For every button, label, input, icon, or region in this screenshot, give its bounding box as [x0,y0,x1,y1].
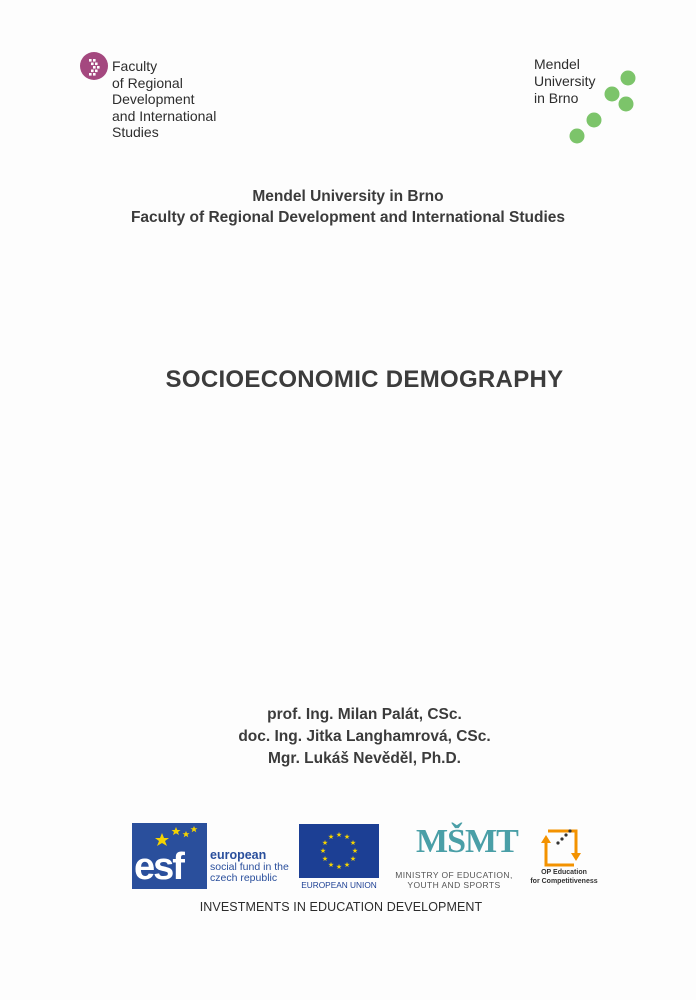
svg-text:★: ★ [335,863,343,871]
university-name: Mendel University in Brno [252,188,444,205]
op-education-logo [526,825,602,893]
svg-text:★: ★ [335,831,343,839]
eu-flag-icon [299,824,379,878]
op-education-text [526,869,602,886]
msmt-line: YOUTH AND SPORTS [407,880,501,890]
svg-text:★: ★ [321,839,329,847]
mendel-logo-line: University [534,73,596,89]
faculty-logo-line: of Regional [112,74,183,91]
mendel-university-logo [530,56,645,146]
faculty-logo-text [112,58,216,141]
faculty-logo-line: Faculty [112,58,158,74]
esf-line: czech republic [210,872,278,884]
svg-text:★: ★ [327,861,335,869]
svg-text:★: ★ [349,855,357,863]
msmt-mark: MŠMT [416,823,518,860]
op-line: for Competitiveness [530,877,598,885]
mendel-logo-line: in Brno [534,90,579,106]
op-line: OP Education [541,869,587,876]
svg-text:★: ★ [349,839,357,847]
document-title: SOCIOECONOMIC DEMOGRAPHY [165,366,564,393]
esf-logo [132,823,302,891]
faculty-name: Faculty of Regional Development and International Studies [130,209,566,226]
faculty-logo-line: and International [112,107,217,124]
esf-text [210,850,289,885]
op-education-arrows-icon [536,825,586,869]
msmt-text [386,870,522,890]
svg-text:★: ★ [319,847,327,855]
svg-text:★: ★ [351,847,359,855]
faculty-logo-line: Studies [112,124,159,140]
faculty-logo-line: Development [112,91,195,107]
mendel-dots-icon [560,68,640,148]
svg-text:★: ★ [327,833,335,841]
author-list [0,704,696,770]
esf-line: european [210,848,267,862]
svg-text:★: ★ [343,833,351,841]
faculty-logo [80,52,250,147]
faculty-emblem-icon [80,52,108,80]
author-name: doc. Ing. Jitka Langhamrová, CSc. [238,728,491,745]
esf-letters: esf [134,846,183,888]
institution-heading [0,186,696,228]
mendel-logo-line: Mendel [534,56,580,72]
author-name: Mgr. Lukáš Nevěděl, Ph.D. [268,750,461,767]
investments-slogan: INVESTMENTS IN EDUCATION DEVELOPMENT [199,900,483,914]
esf-line: social fund in the [210,860,289,873]
esf-blue-box [132,823,207,889]
eu-logo [299,824,379,892]
svg-text:★: ★ [321,855,329,863]
svg-text:★: ★ [343,861,351,869]
msmt-line: MINISTRY OF EDUCATION, [395,870,513,880]
author-name: prof. Ing. Milan Palát, CSc. [267,706,462,723]
msmt-logo [386,822,526,892]
eu-label: EUROPEAN UNION [301,880,377,890]
